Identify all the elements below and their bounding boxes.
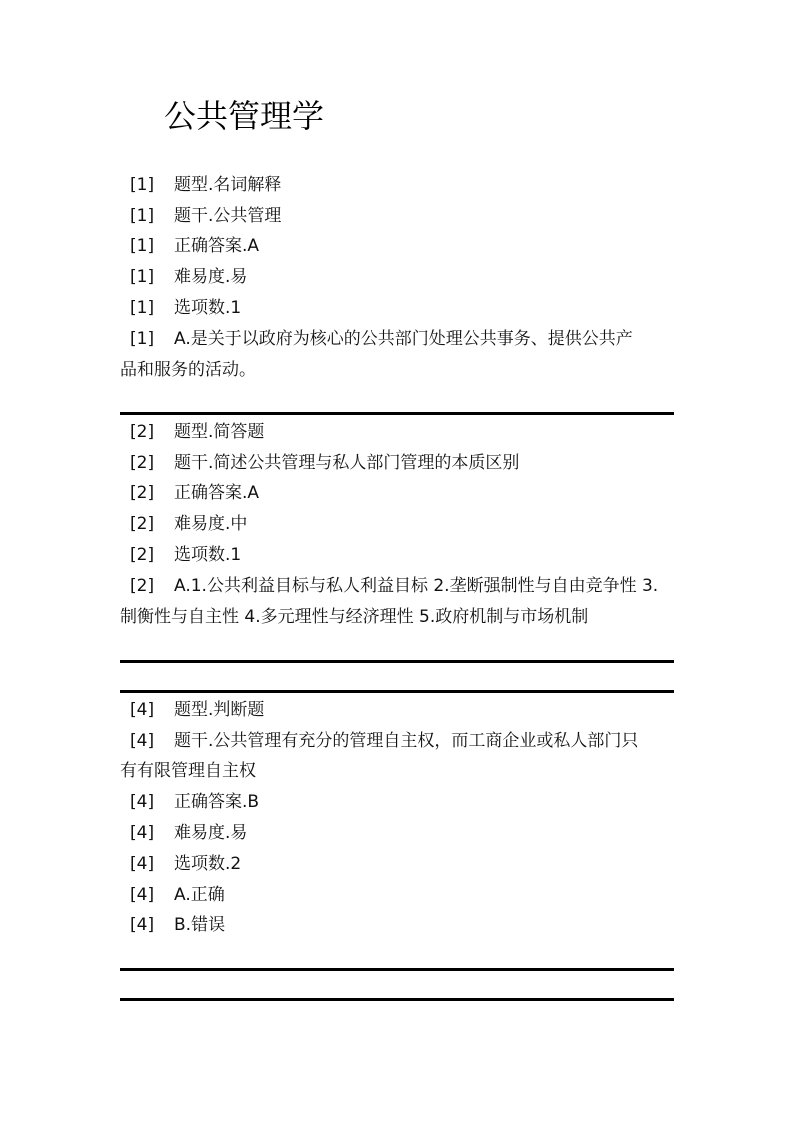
q1-option-a-text: A.是关于以政府为核心的公共部门处理公共事务、提供公共产	[174, 329, 633, 349]
q2-option-count	[120, 540, 680, 571]
q4-answer	[120, 787, 680, 818]
q1-answer	[120, 231, 680, 262]
q2-answer	[120, 478, 680, 509]
divider	[120, 690, 674, 693]
q1-tag: [1]	[130, 236, 155, 256]
q4-tag: [4]	[130, 700, 155, 720]
q2-difficulty-text: 难易度.中	[174, 514, 248, 534]
q4-difficulty	[120, 818, 680, 849]
q2-type-text: 题型.简答题	[174, 422, 265, 442]
q4-tag: [4]	[130, 792, 155, 812]
q4-type	[120, 695, 680, 726]
q2-tag: [2]	[130, 422, 155, 442]
q1-option-count	[120, 293, 680, 324]
q2-tag: [2]	[130, 514, 155, 534]
q1-option-a	[120, 324, 680, 355]
divider	[120, 412, 674, 415]
q1-tag: [1]	[130, 206, 155, 226]
q4-stem	[120, 726, 680, 757]
q2-option-count-text: 选项数.1	[174, 545, 242, 565]
q1-difficulty	[120, 262, 680, 293]
q1-tag: [1]	[130, 267, 155, 287]
q1-tag: [1]	[130, 175, 155, 195]
q4-option-a	[120, 880, 680, 911]
q1-difficulty-text: 难易度.易	[174, 267, 248, 287]
q2-stem	[120, 448, 680, 479]
q1-answer-text: 正确答案.A	[174, 236, 260, 256]
q4-tag: [4]	[130, 915, 155, 935]
q4-answer-text: 正确答案.B	[174, 792, 260, 812]
q1-type	[120, 170, 680, 201]
q2-tag: [2]	[130, 545, 155, 565]
q2-type	[120, 417, 680, 448]
divider	[120, 998, 674, 1001]
q4-option-count-text: 选项数.2	[174, 854, 242, 874]
q1-tag: [1]	[130, 329, 155, 349]
q4-stem-text: 题干.公共管理有充分的管理自主权，而工商企业或私人部门只	[174, 731, 639, 751]
document-title: 公共管理学	[164, 97, 325, 135]
q4-tag: [4]	[130, 854, 155, 874]
q2-answer-text: 正确答案.A	[174, 483, 260, 503]
q4-stem-cont: 有有限管理自主权	[120, 761, 256, 781]
divider	[120, 660, 674, 663]
q4-tag: [4]	[130, 823, 155, 843]
q4-tag: [4]	[130, 885, 155, 905]
q4-option-b-text: B.错误	[174, 915, 226, 935]
q2-tag: [2]	[130, 576, 155, 596]
q2-tag: [2]	[130, 483, 155, 503]
q1-type-text: 题型.名词解释	[174, 175, 282, 195]
q2-tag: [2]	[130, 453, 155, 473]
q4-option-a-text: A.正确	[174, 885, 225, 905]
q1-stem	[120, 201, 680, 232]
q2-difficulty	[120, 509, 680, 540]
divider	[120, 968, 674, 971]
q2-stem-text: 题干.简述公共管理与私人部门管理的本质区别	[174, 453, 520, 473]
q1-stem-text: 题干.公共管理	[174, 206, 282, 226]
q1-option-count-text: 选项数.1	[174, 298, 242, 318]
q1-tag: [1]	[130, 298, 155, 318]
q4-tag: [4]	[130, 731, 155, 751]
q2-option-a	[120, 571, 680, 602]
q4-option-count	[120, 849, 680, 880]
q4-type-text: 题型.判断题	[174, 700, 265, 720]
q4-option-b	[120, 910, 680, 941]
q4-difficulty-text: 难易度.易	[174, 823, 248, 843]
q2-option-a-text: A.1.公共利益目标与私人利益目标 2.垄断强制性与自由竞争性 3.	[174, 576, 659, 596]
q2-option-a-cont: 制衡性与自主性 4.多元理性与经济理性 5.政府机制与市场机制	[120, 607, 589, 627]
q1-option-a-cont: 品和服务的活动。	[120, 360, 256, 380]
